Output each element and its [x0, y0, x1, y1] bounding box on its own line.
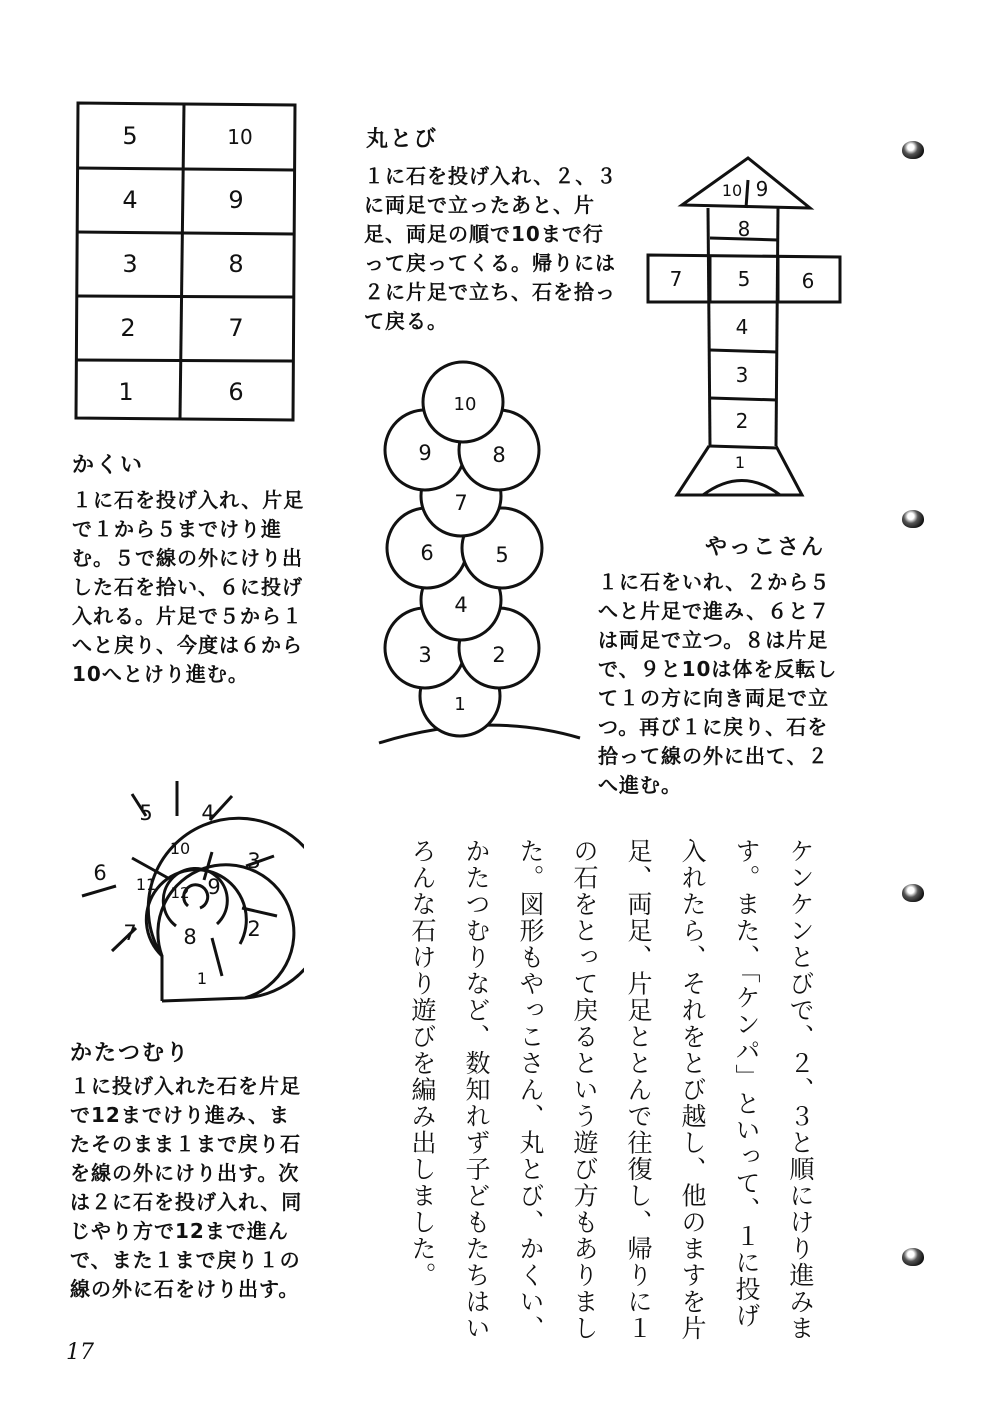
marutobi-circle-4: 4 — [454, 593, 468, 617]
yakkosan-cell-3: 3 — [735, 363, 749, 387]
katatsumuri-cell-8: 8 — [183, 925, 197, 949]
kakui-cell-5: 5 — [122, 122, 138, 150]
binder-hole-icon — [902, 884, 924, 902]
katatsumuri-cell-9: 9 — [207, 875, 221, 899]
marutobi-circle-9: 9 — [418, 441, 432, 465]
kakui-cell-6: 6 — [228, 378, 244, 406]
kakui-cell-7: 7 — [228, 314, 244, 342]
marutobi-circle-5: 5 — [495, 543, 509, 567]
katatsumuri-cell-2: 2 — [247, 917, 261, 941]
yakkosan-text: １に石をいれ、２から５へと片足で進み、６と７は両足で立つ。８は片足で、９と10は体を反転して１の方に向き両足で立つ。再び１に戻り、石を拾って線の外に出て、２へ進む。 — [598, 570, 838, 797]
kakui-cell-10: 10 — [227, 125, 253, 149]
katatsumuri-cell-12: 12 — [170, 884, 190, 902]
katatsumuri-cell-3: 3 — [247, 849, 261, 873]
kakui-cell-1: 1 — [118, 378, 134, 406]
marutobi-circle-6: 6 — [420, 541, 434, 565]
marutobi-circle-7: 7 — [454, 491, 468, 515]
katatsumuri-cell-1: 1 — [196, 969, 208, 988]
kakui-cell-9: 9 — [228, 186, 244, 214]
katatsumuri-text: １に投げ入れた石を片足で12までけり進み、またそのまま１まで戻り石を線の外にけり出す。次は２に石を投げ入れ、同じやり方で12まで進んで、また１まで戻り１の線の外に石をけり出す。 — [70, 1074, 303, 1301]
marutobi-circle-10: 10 — [453, 394, 477, 415]
katatsumuri-cell-6: 6 — [93, 861, 107, 885]
yakkosan-cell-10: 10 — [721, 181, 743, 200]
yakkosan-cell-1: 1 — [734, 453, 746, 472]
katatsumuri-diagram — [72, 776, 304, 1008]
katatsumuri-title: かたつむり — [70, 1041, 191, 1066]
yakkosan-cell-9: 9 — [755, 177, 769, 201]
kakui-cell-3: 3 — [122, 250, 138, 278]
marutobi-circle-2: 2 — [492, 643, 506, 667]
yakkosan-cell-5: 5 — [737, 267, 751, 291]
yakkosan-diagram — [640, 150, 850, 500]
yakkosan-cell-6: 6 — [801, 269, 815, 293]
marutobi-circle-3: 3 — [418, 643, 432, 667]
katatsumuri-cell-4: 4 — [201, 801, 215, 825]
marutobi-circle-1: 1 — [454, 694, 466, 715]
kakui-text: １に石を投げ入れ、片足で１から５までけり進む。５で線の外にけり出した石を拾い、６に投げ入れる。片足で５から１へと戻り、今度は６から10へとけり進む。 — [72, 488, 305, 686]
katatsumuri-cell-11: 11 — [135, 875, 157, 894]
katatsumuri-cell-10: 10 — [169, 839, 191, 858]
katatsumuri-cell-7: 7 — [123, 921, 137, 945]
kakui-title: かくい — [72, 453, 145, 478]
binder-hole-icon — [902, 1248, 924, 1266]
binder-hole-icon — [902, 510, 924, 528]
kakui-cell-8: 8 — [228, 250, 244, 278]
kakui-diagram — [70, 98, 302, 428]
marutobi-circle-8: 8 — [492, 443, 506, 467]
kakui-cell-2: 2 — [120, 314, 136, 342]
binder-hole-icon — [902, 141, 924, 159]
marutobi-text: １に石を投げ入れ、２、３に両足で立ったあと、片足、両足の順で10まで行って戻ってくる。帰りには２に片足で立ち、石を拾って戻る。 — [364, 164, 618, 333]
marutobi-title: 丸とび — [366, 127, 439, 152]
yakkosan-cell-7: 7 — [669, 267, 683, 291]
yakkosan-cell-4: 4 — [735, 315, 749, 339]
kakui-cell-4: 4 — [122, 186, 138, 214]
yakkosan-title: やっこさん — [705, 535, 826, 560]
marutobi-diagram — [375, 358, 585, 750]
yakkosan-cell-2: 2 — [735, 409, 749, 433]
page-number: 17 — [66, 1340, 94, 1365]
katatsumuri-cell-5: 5 — [139, 801, 153, 825]
yakkosan-cell-8: 8 — [737, 217, 751, 241]
main-vertical-text: ケンケンとびで、２、３と順にけり進みます。また、「ケンパ」といって、１に投げ入れたら、それをとび越し、他のますを片足、両足、片足ととんで往復し、帰りに１の石をとって戻るという遊び方もありました。図形もやっこさん、丸とび、かくい、かたつむりなど、数知れず子どもたちはいろんな石けり遊びを編み出しました。 — [408, 838, 815, 1342]
